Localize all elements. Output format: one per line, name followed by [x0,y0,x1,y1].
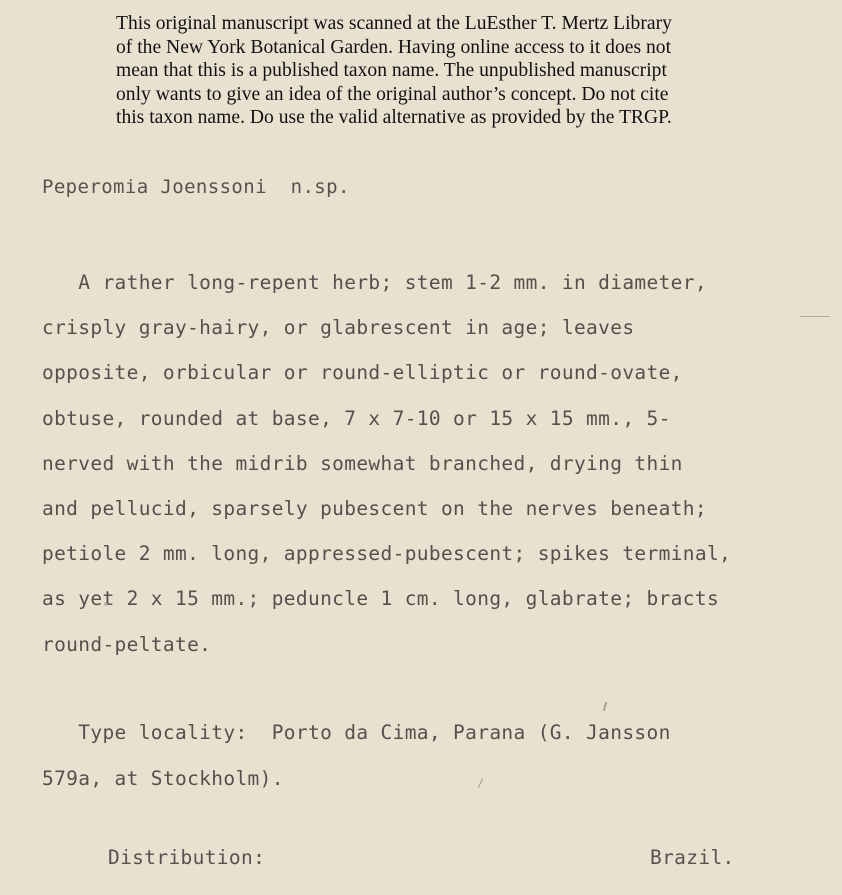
description-line: crisply gray-hairy, or glabrescent in age; leaves [42,316,635,340]
species-description [42,260,832,667]
disclaimer-line: this taxon name. Do use the valid alternative as provided by the TRGP. [116,107,672,128]
disclaimer-line: mean that this is a published taxon name. The unpublished manuscript [116,60,667,81]
type-locality-line: 579a, at Stockholm). [42,766,284,790]
description-line: opposite, orbicular or round-elliptic or round-ovate, [42,361,683,385]
description-line: round-peltate. [42,632,212,656]
disclaimer-line: This original manuscript was scanned at the LuEsther T. Mertz Library [116,13,672,34]
description-line: as yet 2 x 15 mm.; peduncle 1 cm. long, glabrate; bracts [42,587,720,611]
species-heading: Peperomia Joenssoni n.sp. [42,176,350,198]
stray-mark [104,602,108,606]
disclaimer-line: of the New York Botanical Garden. Having online access to it does not [116,36,672,58]
type-locality-line: Type locality: Porto da Cima, Parana (G. Jansson [42,721,671,744]
distribution-value: Brazil. [650,846,735,869]
description-line: A rather long-repent herb; stem 1-2 mm. in diameter, [42,271,707,294]
description-line: and pellucid, sparsely pubescent on the nerves beneath; [42,496,707,520]
description-line: obtuse, rounded at base, 7 x 7-10 or 15 x 15 mm., 5- [42,406,671,430]
stray-mark [800,316,830,317]
distribution-label: Distribution: [108,846,266,869]
disclaimer-line: only wants to give an idea of the original author’s concept. Do not cite [116,83,669,105]
description-line: nerved with the midrib somewhat branched, drying thin [42,451,683,475]
type-locality [42,710,671,801]
disclaimer-notice [116,12,756,130]
description-line: petiole 2 mm. long, appressed-pubescent; spikes terminal, [42,542,732,566]
